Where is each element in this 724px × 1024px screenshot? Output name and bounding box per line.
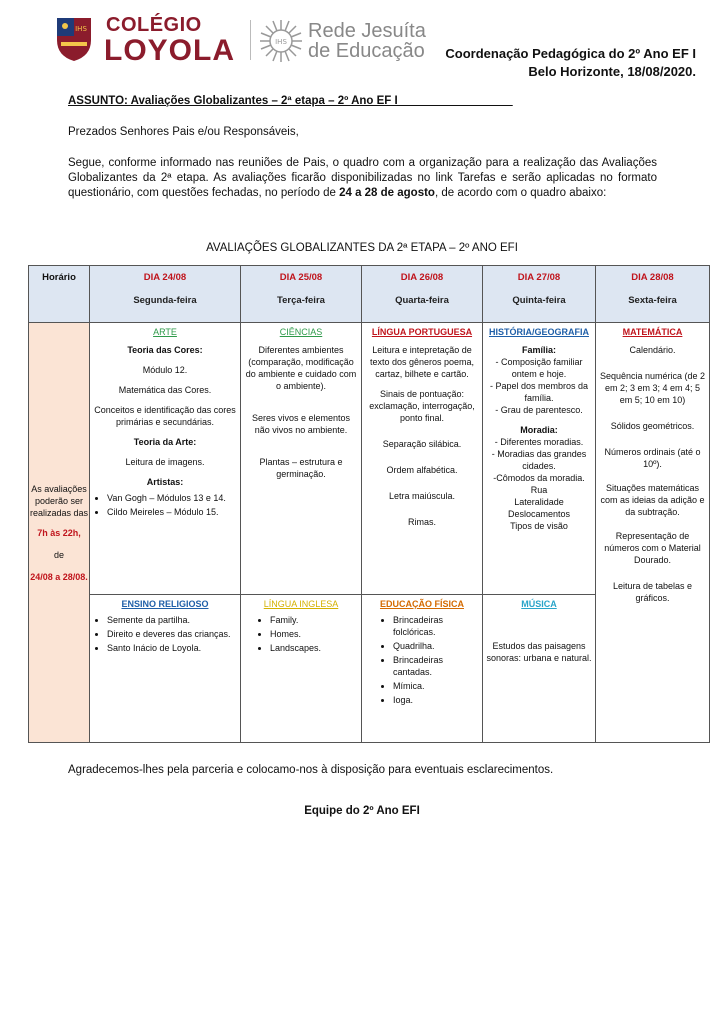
matematica-item: Leitura de tabelas e gráficos.	[612, 581, 693, 603]
historia-item: Tipos de visão	[510, 521, 568, 531]
historia-item: Lateralidade	[514, 497, 564, 507]
horario-line1: As avaliações poderão ser realizadas das	[29, 483, 89, 518]
subject-portugues: LÍNGUA PORTUGUESA	[371, 327, 473, 337]
portugues-item: Ordem alfabética.	[386, 465, 458, 475]
thanks-paragraph: Agradecemos-lhes pela parceria e colocamo-nos à disposição para eventuais esclarecimentos.	[68, 764, 554, 776]
cell-wed-edfisica	[362, 595, 483, 743]
table-row	[29, 323, 710, 595]
network-name-line1: Rede Jesuíta	[308, 20, 426, 42]
subject-religioso: ENSINO RELIGIOSO	[121, 599, 209, 609]
arte-item: Conceitos e identificação das cores primárias e secundárias.	[94, 405, 236, 427]
greeting: Prezados Senhores Pais e/ou Responsáveis,	[68, 126, 299, 138]
ed-fisica-list	[365, 614, 479, 706]
jesuit-seal-icon	[258, 18, 304, 64]
svg-text:IHS: IHS	[75, 25, 87, 33]
day-weekday: Quarta-feira	[395, 295, 449, 306]
historia-item: - Diferentes moradias.	[494, 437, 584, 447]
list-item: • Mímica.	[393, 680, 479, 692]
matematica-item: Sólidos geométricos.	[610, 421, 695, 431]
day-weekday: Terça-feira	[277, 295, 325, 306]
subject-line: ASSUNTO: Avaliações Globalizantes – 2ª etapa – 2º Ano EF I	[68, 95, 513, 107]
list-item: • Brincadeiras folclóricas.	[393, 614, 479, 638]
cell-thu-historia	[483, 323, 596, 595]
ciencias-item: Diferentes ambientes (comparação, modificação do ambiente e cuidado com o ambiente).	[245, 345, 357, 391]
day-header-wed	[362, 266, 483, 323]
cell-wed-portugues	[362, 323, 483, 595]
table-header-row	[29, 266, 710, 323]
intro-text-2: , de acordo com o quadro abaixo:	[434, 187, 607, 199]
historia-item: Rua	[530, 485, 548, 495]
matematica-item: Números ordinais (até o 10º).	[604, 447, 701, 469]
day-header-mon	[90, 266, 241, 323]
list-item: • Homes.	[270, 628, 358, 640]
table-title: AVALIAÇÕES GLOBALIZANTES DA 2ª ETAPA – 2º ANO EFI	[206, 242, 518, 254]
historia-item: Deslocamentos	[507, 509, 571, 519]
matematica-item: Representação de números com o Material Dourado.	[604, 531, 701, 565]
subject-matematica: MATEMÁTICA	[622, 327, 683, 337]
signature-team: Equipe do 2º Ano EFI	[304, 805, 420, 817]
list-item: • Santo Inácio de Loyola.	[107, 642, 237, 654]
arte-item: Matemática das Cores.	[118, 385, 212, 395]
list-item: • Landscapes.	[270, 642, 358, 654]
day-date: DIA 24/08	[143, 272, 187, 283]
subject-historia: HISTÓRIA/GEOGRAFIA	[488, 327, 589, 337]
cell-tue-ingles	[241, 595, 362, 743]
cell-tue-ciencias	[241, 323, 362, 595]
arte-item: Módulo 12.	[142, 365, 188, 375]
colegio-loyola-shield-logo	[55, 16, 93, 62]
ciencias-item: Seres vivos e elementos não vivos no ambiente.	[251, 413, 351, 435]
arte-item: Leitura de imagens.	[125, 457, 205, 467]
day-date: DIA 27/08	[517, 272, 561, 283]
cell-mon-arte	[90, 323, 241, 595]
musica-text: Estudos das paisagens sonoras: urbana e natural.	[486, 641, 592, 663]
historia-item: Família:	[521, 345, 556, 355]
list-item: • Van Gogh – Módulos 13 e 14.	[107, 492, 237, 504]
historia-item: - Grau de parentesco.	[495, 405, 583, 415]
historia-item: - Composição familiar ontem e hoje.	[495, 357, 583, 379]
portugues-item: Leitura e intepretação de texto dos gêneros poema, cartaz, bilhete e cartão.	[369, 345, 475, 379]
school-name-line1: COLÉGIO	[106, 14, 202, 36]
day-weekday: Segunda-feira	[133, 295, 197, 306]
subject-ciencias: CIÊNCIAS	[279, 327, 323, 337]
list-item: • Family.	[270, 614, 358, 626]
place-date: Belo Horizonte, 18/08/2020.	[528, 64, 696, 79]
list-item: • Ioga.	[393, 694, 479, 706]
list-item: • Cildo Meireles – Módulo 15.	[107, 506, 237, 518]
portugues-item: Rimas.	[407, 517, 436, 527]
horario-hours: 7h às 22h,	[37, 527, 81, 538]
subject-arte: ARTE	[153, 327, 177, 337]
day-header-thu	[483, 266, 596, 323]
portugues-item: Separação silábica.	[382, 439, 462, 449]
historia-item: -Cômodos da moradia.	[493, 473, 585, 483]
horario-range: 24/08 a 28/08.	[30, 571, 88, 582]
portugues-item: Letra maiúscula.	[388, 491, 456, 501]
horario-de: de	[53, 549, 64, 560]
horario-header: Horário	[29, 266, 90, 323]
religioso-list	[93, 614, 237, 654]
historia-item: - Papel dos membros da família.	[489, 381, 589, 403]
arte-item: Artistas:	[146, 477, 184, 487]
horario-cell	[29, 323, 90, 743]
day-weekday: Quinta-feira	[512, 295, 566, 306]
cell-thu-musica	[483, 595, 596, 743]
day-date: DIA 28/08	[631, 272, 674, 283]
portugues-item: Sinais de pontuação: exclamação, interrogação, ponto final.	[369, 389, 475, 423]
historia-item: Moradia:	[520, 425, 558, 435]
list-item: • Semente da partilha.	[107, 614, 237, 626]
school-name-line2: LOYOLA	[104, 34, 235, 67]
list-item: • Direito e deveres das crianças.	[107, 628, 237, 640]
ciencias-item: Plantas – estrutura e germinação.	[259, 457, 343, 479]
artists-list	[93, 492, 237, 518]
svg-text:IHS: IHS	[275, 38, 287, 46]
arte-item: Teoria da Arte:	[133, 437, 197, 447]
subject-musica: MÚSICA	[521, 599, 557, 609]
intro-text-1: Segue, conforme informado nas reuniões de Pais, o quadro com a organização para a realização das Avaliações Globalizantes da 2ª etapa. As avaliações ficarão disponibilizadas no link Tarefas e serão aplicadas no formato questionário, com questões fechadas, no período de	[68, 157, 657, 199]
list-item: • Quadrilha.	[393, 640, 479, 652]
day-header-fri	[596, 266, 710, 323]
matematica-item: Situações matemáticas com as ideias da adição e da subtração.	[600, 483, 705, 517]
network-name-line2: de Educação	[308, 40, 425, 62]
cell-fri-matematica	[596, 323, 710, 743]
subject-ingles: LÍNGUA INGLESA	[263, 599, 339, 609]
logo-divider	[250, 20, 251, 60]
day-header-tue	[241, 266, 362, 323]
coordination-heading: Coordenação Pedagógica do 2º Ano EF I	[445, 46, 696, 61]
intro-period: 24 a 28 de agosto	[339, 187, 435, 199]
list-item: • Brincadeiras cantadas.	[393, 654, 479, 678]
matematica-item: Sequência numérica (de 2 em 2; 3 em 3; 4 em 4; 5 em 5; 10 em 10)	[599, 371, 706, 405]
arte-item: Teoria das Cores:	[127, 345, 203, 355]
ingles-list	[244, 614, 358, 654]
intro-paragraph	[68, 156, 657, 201]
day-date: DIA 25/08	[279, 272, 323, 283]
historia-item: - Moradias das grandes cidades.	[491, 449, 587, 471]
matematica-item: Calendário.	[629, 345, 676, 355]
day-weekday: Sexta-feira	[628, 295, 677, 306]
schedule-table	[28, 265, 710, 743]
day-date: DIA 26/08	[400, 272, 444, 283]
cell-mon-religioso	[90, 595, 241, 743]
subject-ed-fisica: EDUCAÇÃO FÍSICA	[379, 599, 464, 609]
